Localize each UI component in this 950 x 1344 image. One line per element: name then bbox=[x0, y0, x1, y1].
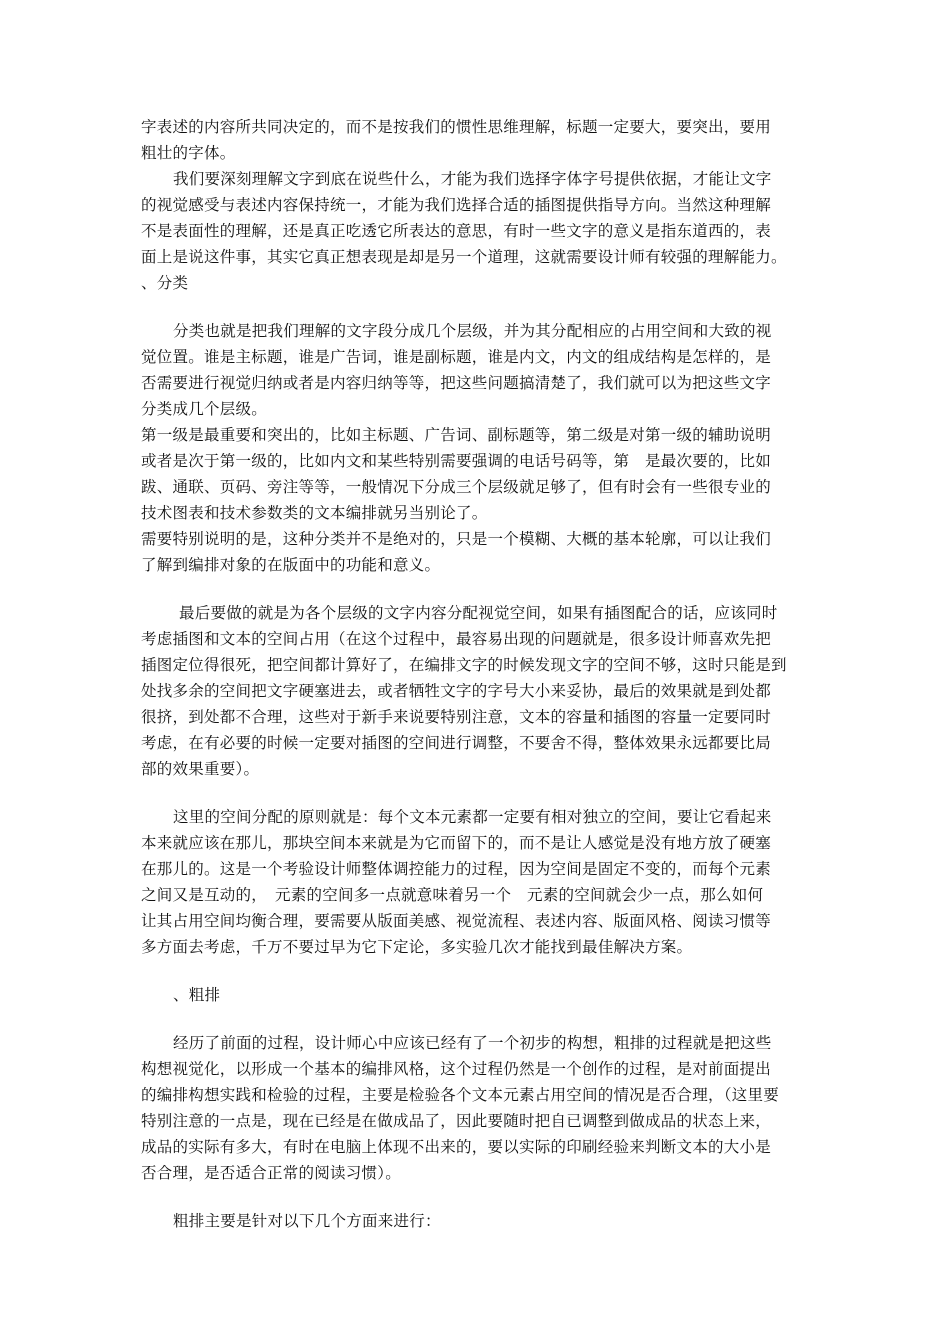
section-heading: 、粗排 bbox=[173, 986, 221, 1004]
text-line: 我们要深刻理解文字到底在说些什么，才能为我们选择字体字号提供依据，才能让文字 bbox=[173, 170, 772, 188]
text-line: 不是表面性的理解，还是真正吃透它所表达的意思，有时一些文字的意义是指东道西的，表 bbox=[141, 222, 772, 240]
text-line: 的编排构想实践和检验的过程，主要是检验各个文本元素占用空间的情况是否合理，（这里要 bbox=[141, 1086, 780, 1104]
text-line: 觉位置。谁是主标题，谁是广告词，谁是副标题，谁是内文，内文的组成结构是怎样的，是 bbox=[141, 348, 772, 366]
text-line: 考虑插图和文本的空间占用（在这个过程中，最容易出现的问题就是，很多设计师喜欢先把 bbox=[141, 630, 772, 648]
text-line: 处找多余的空间把文字硬塞进去，或者牺牲文字的字号大小来妥协，最后的效果就是到处都 bbox=[141, 682, 772, 700]
text-line: 多方面去考虑，千万不要过早为它下定论，多实验几次才能找到最佳解决方案。 bbox=[141, 938, 693, 956]
text-line: 粗壮的字体。 bbox=[141, 144, 236, 162]
text-line: 或者是次于第一级的，比如内文和某些特别需要强调的电话号码等，第 是最次要的，比如 bbox=[141, 452, 772, 470]
text-line: 本来就应该在那儿，那块空间本来就是为它而留下的，而不是让人感觉是没有地方放了硬塞 bbox=[141, 834, 772, 852]
text-line: 考虑，在有必要的时候一定要对插图的空间进行调整，不要舍不得，整体效果永远都要比局 bbox=[141, 734, 772, 752]
text-line: 分类成几个层级。 bbox=[141, 400, 268, 418]
text-line: 成品的实际有多大，有时在电脑上体现不出来的，要以实际的印刷经验来判断文本的大小是 bbox=[141, 1138, 772, 1156]
text-line: 很挤，到处都不合理，这些对于新手来说要特别注意，文本的容量和插图的容量一定要同时 bbox=[141, 708, 772, 726]
text-line: 需要特别说明的是，这种分类并不是绝对的，只是一个模糊、大概的基本轮廓，可以让我们 bbox=[141, 530, 772, 548]
text-line: 否合理，是否适合正常的阅读习惯）。 bbox=[141, 1164, 402, 1182]
text-line: 否需要进行视觉归纳或者是内容归纳等等，把这些问题搞清楚了，我们就可以为把这些文字 bbox=[141, 374, 772, 392]
text-line: 让其占用空间均衡合理，要需要从版面美感、视觉流程、表述内容、版面风格、阅读习惯等 bbox=[141, 912, 772, 930]
text-line: 跋、通联、页码、旁注等等，一般情况下分成三个层级就足够了，但有时会有一些很专业的 bbox=[141, 478, 772, 496]
text-line: 部的效果重要）。 bbox=[141, 760, 260, 778]
section-heading: 、分类 bbox=[141, 274, 189, 292]
text-line: 之间又是互动的， 元素的空间多一点就意味着另一个 元素的空间就会少一点，那么如何 bbox=[141, 886, 764, 904]
text-line: 粗排主要是针对以下几个方面来进行： bbox=[173, 1212, 441, 1230]
text-line: 最后要做的就是为各个层级的文字内容分配视觉空间，如果有插图配合的话，应该同时 bbox=[179, 604, 778, 622]
text-line: 经历了前面的过程，设计师心中应该已经有了一个初步的构想，粗排的过程就是把这些 bbox=[173, 1034, 772, 1052]
text-line: 特别注意的一点是，现在已经是在做成品了，因此要随时把自已调整到做成品的状态上来， bbox=[141, 1112, 772, 1130]
text-line: 分类也就是把我们理解的文字段分成几个层级，并为其分配相应的占用空间和大致的视 bbox=[173, 322, 772, 340]
text-line: 面上是说这件事，其实它真正想表现是却是另一个道理，这就需要设计师有较强的理解能力。 bbox=[141, 248, 787, 266]
document-page bbox=[141, 114, 813, 1234]
text-line: 的视觉感受与表述内容保持统一，才能为我们选择合适的插图提供指导方向。当然这种理解 bbox=[141, 196, 772, 214]
text-line: 这里的空间分配的原则就是：每个文本元素都一定要有相对独立的空间，要让它看起来 bbox=[173, 808, 772, 826]
text-line: 插图定位得很死，把空间都计算好了，在编排文字的时候发现文字的空间不够，这时只能是到 bbox=[141, 656, 787, 674]
text-line: 字表述的内容所共同决定的，而不是按我们的惯性思维理解，标题一定要大，要突出，要用 bbox=[141, 118, 772, 136]
text-line: 了解到编排对象的在版面中的功能和意义。 bbox=[141, 556, 441, 574]
text-line: 在那儿的。这是一个考验设计师整体调控能力的过程，因为空间是固定不变的，而每个元素 bbox=[141, 860, 772, 878]
text-line: 构想视觉化，以形成一个基本的编排风格，这个过程仍然是一个创作的过程，是对前面提出 bbox=[141, 1060, 772, 1078]
text-line: 技术图表和技术参数类的文本编排就另当别论了。 bbox=[141, 504, 488, 522]
text-line: 第一级是最重要和突出的，比如主标题、广告词、副标题等，第二级是对第一级的辅助说明 bbox=[141, 426, 772, 444]
